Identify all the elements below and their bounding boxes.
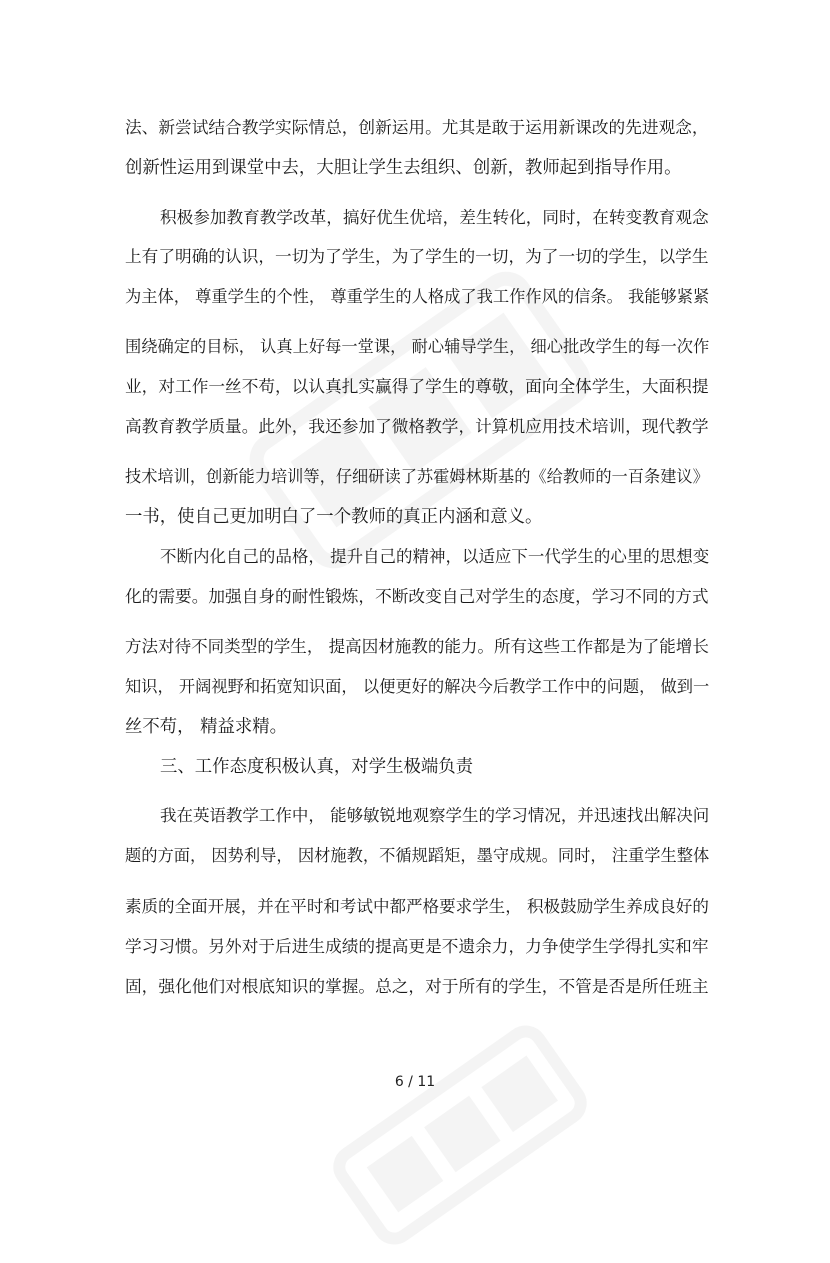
text-line: 业，对工作一丝不苟，以认真扎实赢得了学生的尊敬，面向全体学生，大面积提 bbox=[125, 377, 709, 396]
text-line: 我在英语教学工作中， 能够敏锐地观察学生的学习情况，并迅速找出解决问 bbox=[160, 806, 710, 825]
section-heading: 三、工作态度积极认真，对学生极端负责 bbox=[160, 757, 474, 777]
text-line: 法、新尝试结合教学实际情总，创新运用。尤其是敢于运用新课改的先进观念， bbox=[125, 118, 709, 137]
text-line: 素质的全面开展，并在平时和考试中都严格要求学生， 积极鼓励学生养成良好的 bbox=[125, 897, 709, 916]
text-line: 方法对待不同类型的学生， 提高因材施教的能力。所有这些工作都是为了能增长 bbox=[125, 637, 709, 656]
text-line: 知识， 开阔视野和拓宽知识面， 以便更好的解决今后教学工作中的问题， 做到一 bbox=[125, 677, 710, 696]
text-line: 学习习惯。另外对于后进生成绩的提高更是不遗余力，力争使学生学得扎实和牢 bbox=[125, 937, 709, 956]
text-line: 高教育教学质量。此外，我还参加了微格教学，计算机应用技术培训，现代教学 bbox=[125, 417, 709, 436]
text-line: 技术培训，创新能力培训等，仔细研读了苏霍姆林斯基的《给教师的一百条建议》 bbox=[125, 467, 709, 486]
text-line: 化的需要。加强自身的耐性锻炼，不断改变自己对学生的态度，学习不同的方式 bbox=[125, 587, 709, 606]
text-line: 一书，使自己更加明白了一个教师的真正内涵和意义。 bbox=[125, 507, 543, 527]
text-line: 固，强化他们对根底知识的掌握。总之，对于所有的学生，不管是否是所任班主 bbox=[125, 977, 709, 996]
text-line: 围绕确定的目标， 认真上好每一堂课， 耐心辅导学生， 细心批改学生的每一次作 bbox=[125, 337, 710, 356]
text-line: 不断内化自己的品格， 提升自己的精神，以适应下一代学生的心里的思想变 bbox=[160, 547, 710, 566]
page-number: 6 / 11 bbox=[394, 1074, 436, 1090]
text-line: 上有了明确的认识，一切为了学生，为了学生的一切，为了一切的学生，以学生 bbox=[125, 247, 709, 266]
text-line: 题的方面， 因势利导， 因材施教，不循规蹈矩，墨守成规。同时， 注重学生整体 bbox=[125, 846, 710, 865]
watermark-logo-bottom bbox=[316, 1007, 604, 1263]
text-line: 丝不苟， 精益求精。 bbox=[125, 717, 288, 737]
text-line: 为主体， 尊重学生的个性， 尊重学生的人格成了我工作作风的信条。 我能够紧紧 bbox=[125, 287, 710, 306]
text-line: 积极参加教育教学改革，搞好优生优培，差生转化，同时，在转变教育观念 bbox=[160, 208, 709, 227]
text-line: 创新性运用到课堂中去，大胆让学生去组织、创新，教师起到指导作用。 bbox=[125, 158, 682, 178]
